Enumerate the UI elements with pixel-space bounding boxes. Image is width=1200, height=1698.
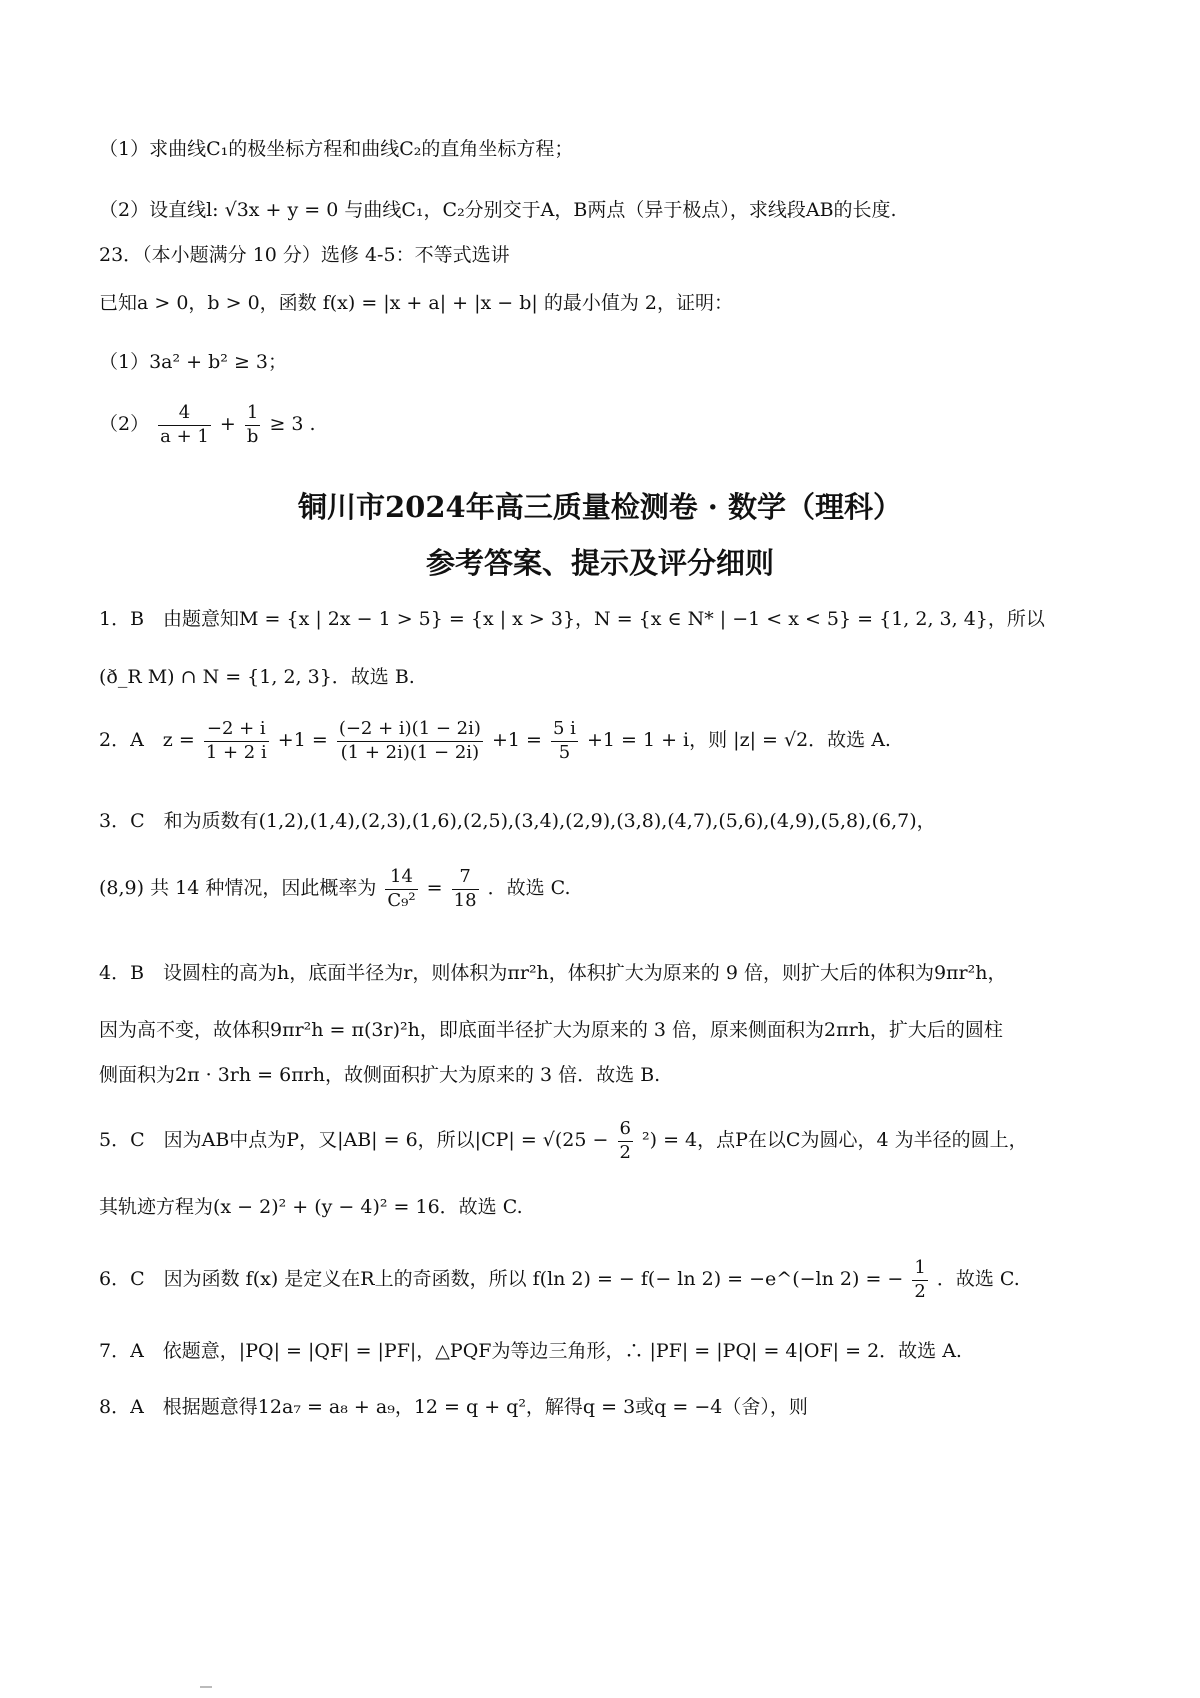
equals-sign: = bbox=[426, 877, 443, 899]
fraction bbox=[204, 718, 269, 764]
answer-5-line2: 其轨迹方程为(x − 2)² + (y − 4)² = 16．故选 C. bbox=[99, 1196, 523, 1218]
answer-3-line2 bbox=[99, 866, 1140, 912]
page-subtitle: 参考答案、提示及评分细则 bbox=[425, 546, 774, 580]
q23-stem: 已知a > 0，b > 0，函数 f(x) = |x + a| + |x − b| 的最小值为 2，证明： bbox=[99, 292, 733, 314]
denominator: 5 bbox=[558, 741, 571, 763]
numerator: 6 bbox=[618, 1118, 633, 1142]
fraction bbox=[912, 1257, 927, 1303]
answer-2-mid2: +1 = bbox=[491, 729, 542, 751]
answer-7: 7．A 依题意，|PQ| = |QF| = |PF|，△PQF为等边三角形，∴ |PF| = |PQ| = 4|OF| = 2．故选 A. bbox=[99, 1340, 962, 1362]
q23-part2-prefix: （2） bbox=[99, 413, 150, 435]
denominator: C₉² bbox=[387, 889, 416, 911]
answer-1-line2: (ð_R M) ∩ N = {1, 2, 3}．故选 B. bbox=[99, 666, 415, 688]
numerator: 1 bbox=[245, 402, 261, 426]
answer-2-mid1: +1 = bbox=[277, 729, 328, 751]
answer-2 bbox=[99, 718, 1140, 764]
answer-2-suffix: +1 = 1 + i，则 |z| = √2．故选 A. bbox=[586, 729, 891, 751]
numerator: 5 i bbox=[551, 718, 578, 742]
numerator: 14 bbox=[385, 866, 417, 890]
fraction bbox=[452, 866, 479, 912]
fraction bbox=[337, 718, 483, 764]
numerator: 4 bbox=[158, 402, 211, 426]
numerator: 1 bbox=[912, 1257, 927, 1281]
answer-6-prefix: 6．C 因为函数 f(x) 是定义在R上的奇函数，所以 f(ln 2) = − f(− ln 2) = −e^(−ln 2) = − bbox=[99, 1268, 904, 1290]
fraction bbox=[385, 866, 417, 912]
answer-6-suffix: ．故选 C. bbox=[936, 1268, 1020, 1290]
answer-4-line1: 4．B 设圆柱的高为h，底面半径为r，则体积为πr²h，体积扩大为原来的 9 倍，则扩大后的体积为9πr²h， bbox=[99, 962, 1007, 984]
numerator: −2 + i bbox=[204, 718, 269, 742]
q23-header: 23．（本小题满分 10 分）选修 4-5：不等式选讲 bbox=[99, 244, 510, 266]
answer-4-line3: 侧面积为2π · 3rh = 6πrh，故侧面积扩大为原来的 3 倍．故选 B. bbox=[99, 1064, 661, 1086]
denominator: 1 + 2 i bbox=[205, 741, 267, 763]
footer-mark bbox=[200, 1686, 212, 1688]
page-title: 铜川市2024年高三质量检测卷 · 数学（理科） bbox=[297, 490, 902, 524]
answer-2-prefix: 2．A z = bbox=[99, 729, 195, 751]
q23-part2-suffix: ≥ 3 . bbox=[269, 413, 316, 435]
answer-3-prefix: (8,9) 共 14 种情况，因此概率为 bbox=[99, 877, 377, 899]
denominator: b bbox=[246, 425, 259, 447]
q23-part1: （1）3a² + b² ≥ 3； bbox=[99, 351, 287, 373]
answer-1-line1: 1．B 由题意知M = {x | 2x − 1 > 5} = {x | x > 3}，N = {x ∈ N* | −1 < x < 5} = {1, 2, 3, 4}，所以 bbox=[99, 608, 1045, 630]
answer-8: 8．A 根据题意得12a₇ = a₈ + a₉，12 = q + q²，解得q = 3或q = −4（舍），则 bbox=[99, 1396, 808, 1418]
q22-part2: （2）设直线l: √3x + y = 0 与曲线C₁，C₂分别交于A，B两点（异于极点），求线段AB的长度. bbox=[99, 199, 897, 221]
q22-part1: （1）求曲线C₁的极坐标方程和曲线C₂的直角坐标方程； bbox=[99, 138, 574, 160]
denominator: (1 + 2i)(1 − 2i) bbox=[340, 741, 480, 763]
denominator: 2 bbox=[619, 1141, 631, 1163]
q23-part2 bbox=[99, 402, 1140, 448]
numerator: (−2 + i)(1 − 2i) bbox=[337, 718, 483, 742]
answer-5-line1 bbox=[99, 1118, 1140, 1164]
plus-sign: + bbox=[219, 413, 236, 435]
answer-5-suffix: ²) = 4，点P在以C为圆心，4 为半径的圆上， bbox=[642, 1129, 1028, 1151]
denominator: 18 bbox=[453, 889, 477, 911]
denominator: a + 1 bbox=[160, 425, 209, 447]
answer-5-prefix: 5．C 因为AB中点为P，又|AB| = 6，所以|CP| = √(25 − bbox=[99, 1129, 609, 1151]
answer-4-line2: 因为高不变，故体积9πr²h = π(3r)²h，即底面半径扩大为原来的 3 倍，原来侧面积为2πrh，扩大后的圆柱 bbox=[99, 1019, 1003, 1041]
fraction bbox=[158, 402, 211, 448]
answer-3-line1: 3．C 和为质数有(1,2),(1,4),(2,3),(1,6),(2,5),(3,4),(2,9),(3,8),(4,7),(5,6),(4,9),(5,8),(6,7)， bbox=[99, 810, 936, 832]
fraction bbox=[618, 1118, 633, 1164]
fraction bbox=[551, 718, 578, 764]
denominator: 2 bbox=[914, 1280, 926, 1302]
numerator: 7 bbox=[452, 866, 479, 890]
fraction bbox=[245, 402, 261, 448]
answer-6 bbox=[99, 1257, 1140, 1303]
answer-3-suffix: ．故选 C. bbox=[487, 877, 571, 899]
